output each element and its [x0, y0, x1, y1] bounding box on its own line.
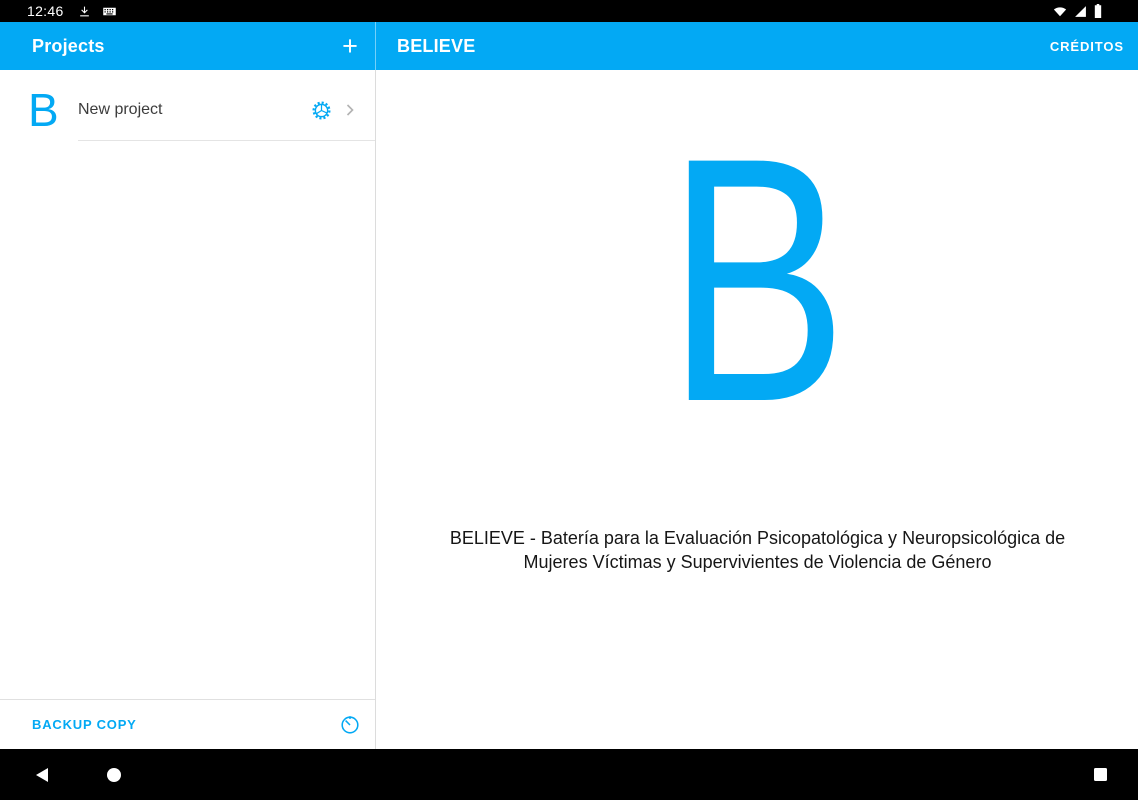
page-title: BELIEVE [397, 35, 476, 56]
description-line-1: BELIEVE - Batería para la Evaluación Psicopatológica y Neuropsicológica de [449, 528, 1066, 548]
home-button[interactable] [102, 763, 126, 787]
backup-row[interactable] [0, 699, 375, 749]
home-icon [107, 768, 121, 782]
app-bar-right [376, 22, 1138, 70]
main-content [377, 70, 1138, 749]
add-project-button[interactable] [326, 22, 374, 70]
description-line-2: Mujeres Víctimas y Supervivientes de Violencia de Género [523, 552, 992, 572]
chevron-right-icon [340, 100, 360, 120]
credits-button[interactable]: CRÉDITOS [1036, 22, 1138, 70]
app-description [377, 526, 1138, 574]
plus-icon: + [342, 30, 358, 61]
recents-icon [1094, 768, 1107, 781]
status-left-icons [78, 4, 117, 19]
project-label: New project [78, 101, 163, 118]
status-bar [0, 0, 1138, 22]
backup-copy-button[interactable]: BACKUP COPY [32, 717, 339, 732]
back-icon [36, 768, 48, 782]
backup-timer-icon [339, 714, 361, 736]
battery-icon [1094, 4, 1102, 18]
android-nav-bar [0, 749, 1138, 800]
logo-letter: B [666, 85, 849, 474]
gear-icon[interactable] [311, 100, 332, 121]
status-right-icons [1053, 0, 1102, 22]
app-logo [377, 85, 1138, 474]
projects-panel [0, 70, 376, 749]
status-time: 12:46 [27, 3, 64, 19]
project-avatar-letter: B [28, 84, 59, 136]
download-icon [78, 5, 91, 18]
divider [78, 140, 375, 141]
projects-title: Projects [32, 35, 105, 56]
app-bar-left [0, 22, 376, 70]
recents-button[interactable] [1088, 763, 1112, 787]
wifi-icon [1053, 5, 1067, 17]
project-list-item[interactable] [0, 80, 375, 140]
app-bar [0, 22, 1138, 70]
back-button[interactable] [30, 763, 54, 787]
keyboard-icon [102, 4, 117, 19]
cellular-signal-icon [1074, 5, 1087, 18]
